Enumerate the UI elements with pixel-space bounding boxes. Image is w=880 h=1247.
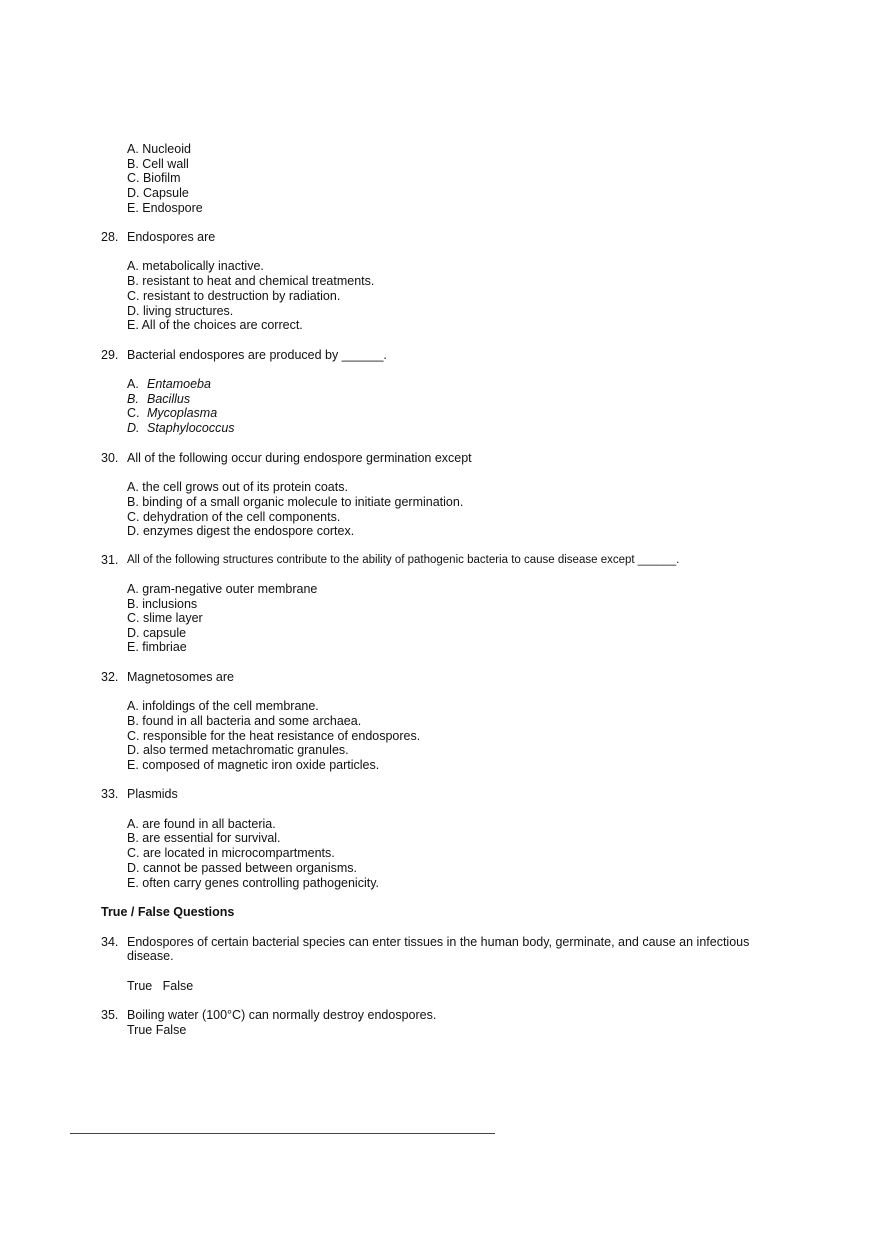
q30-option-b: B. binding of a small organic molecule to initiate germination. — [127, 495, 464, 509]
q31-option-b: B. inclusions — [127, 597, 198, 611]
q28-option-e: E. All of the choices are correct. — [127, 318, 303, 332]
q27-option-d: D. Capsule — [127, 186, 189, 200]
q31-option-a: A. gram-negative outer membrane — [127, 582, 318, 596]
q34-stem-line2: disease. — [127, 949, 174, 963]
q29-option-c: Mycoplasma — [147, 406, 218, 420]
q34-answer: True False — [127, 979, 194, 993]
q33-option-d: D. cannot be passed between organisms. — [127, 861, 357, 875]
q27-option-e: E. Endospore — [127, 201, 203, 215]
q31-option-e: E. fimbriae — [127, 640, 187, 654]
q33-option-c: C. are located in microcompartments. — [127, 846, 335, 860]
section-heading: True / False Questions — [101, 905, 235, 919]
q29-letter-c: C. — [127, 406, 140, 420]
q29-letter-d: D. — [127, 421, 140, 435]
q32-number: 32. — [101, 670, 119, 684]
q32-option-c: C. responsible for the heat resistance of endospores. — [127, 729, 421, 743]
q28-option-d: D. living structures. — [127, 304, 234, 318]
q35-answer: True False — [127, 1023, 187, 1037]
q27-option-c: C. Biofilm — [127, 171, 181, 185]
q29-letter-b: B. — [127, 392, 139, 406]
q29-option-a: Entamoeba — [147, 377, 211, 391]
q30-stem: All of the following occur during endospore germination except — [127, 451, 472, 465]
q32-option-a: A. infoldings of the cell membrane. — [127, 699, 319, 713]
q28-stem: Endospores are — [127, 230, 216, 244]
q30-option-a: A. the cell grows out of its protein coats. — [127, 480, 348, 494]
q31-stem: All of the following structures contribute to the ability of pathogenic bacteria to cause disease except ______. — [127, 554, 680, 566]
q33-stem: Plasmids — [127, 787, 178, 801]
q30-option-d: D. enzymes digest the endospore cortex. — [127, 524, 355, 538]
q34-stem-line1: Endospores of certain bacterial species can enter tissues in the human body, germinate, and cause an infectious — [127, 935, 750, 949]
q31-number: 31. — [101, 553, 119, 567]
q33-option-e: E. often carry genes controlling pathogenicity. — [127, 876, 379, 890]
q27-option-b: B. Cell wall — [127, 157, 189, 171]
q29-stem: Bacterial endospores are produced by ______. — [127, 348, 387, 362]
q28-option-c: C. resistant to destruction by radiation. — [127, 289, 341, 303]
q32-option-d: D. also termed metachromatic granules. — [127, 743, 349, 757]
q30-number: 30. — [101, 451, 119, 465]
q31-option-c: C. slime layer — [127, 611, 203, 625]
q32-stem: Magnetosomes are — [127, 670, 235, 684]
q32-option-b: B. found in all bacteria and some archaea. — [127, 714, 362, 728]
footer-divider — [70, 1133, 495, 1134]
q31-option-d: D. capsule — [127, 626, 187, 640]
q35-stem: Boiling water (100°C) can normally destroy endospores. — [127, 1008, 437, 1022]
q35-number: 35. — [101, 1008, 119, 1022]
q33-option-b: B. are essential for survival. — [127, 831, 281, 845]
q27-option-a: A. Nucleoid — [127, 142, 191, 156]
q30-option-c: C. dehydration of the cell components. — [127, 510, 341, 524]
q34-number: 34. — [101, 935, 119, 949]
q28-number: 28. — [101, 230, 119, 244]
q32-option-e: E. composed of magnetic iron oxide particles. — [127, 758, 380, 772]
q28-option-a: A. metabolically inactive. — [127, 259, 264, 273]
q28-option-b: B. resistant to heat and chemical treatments. — [127, 274, 375, 288]
q29-letter-a: A. — [127, 377, 139, 391]
q29-number: 29. — [101, 348, 119, 362]
q29-option-d: Staphylococcus — [147, 421, 235, 435]
q33-number: 33. — [101, 787, 119, 801]
q33-option-a: A. are found in all bacteria. — [127, 817, 276, 831]
q29-option-b: Bacillus — [147, 392, 191, 406]
